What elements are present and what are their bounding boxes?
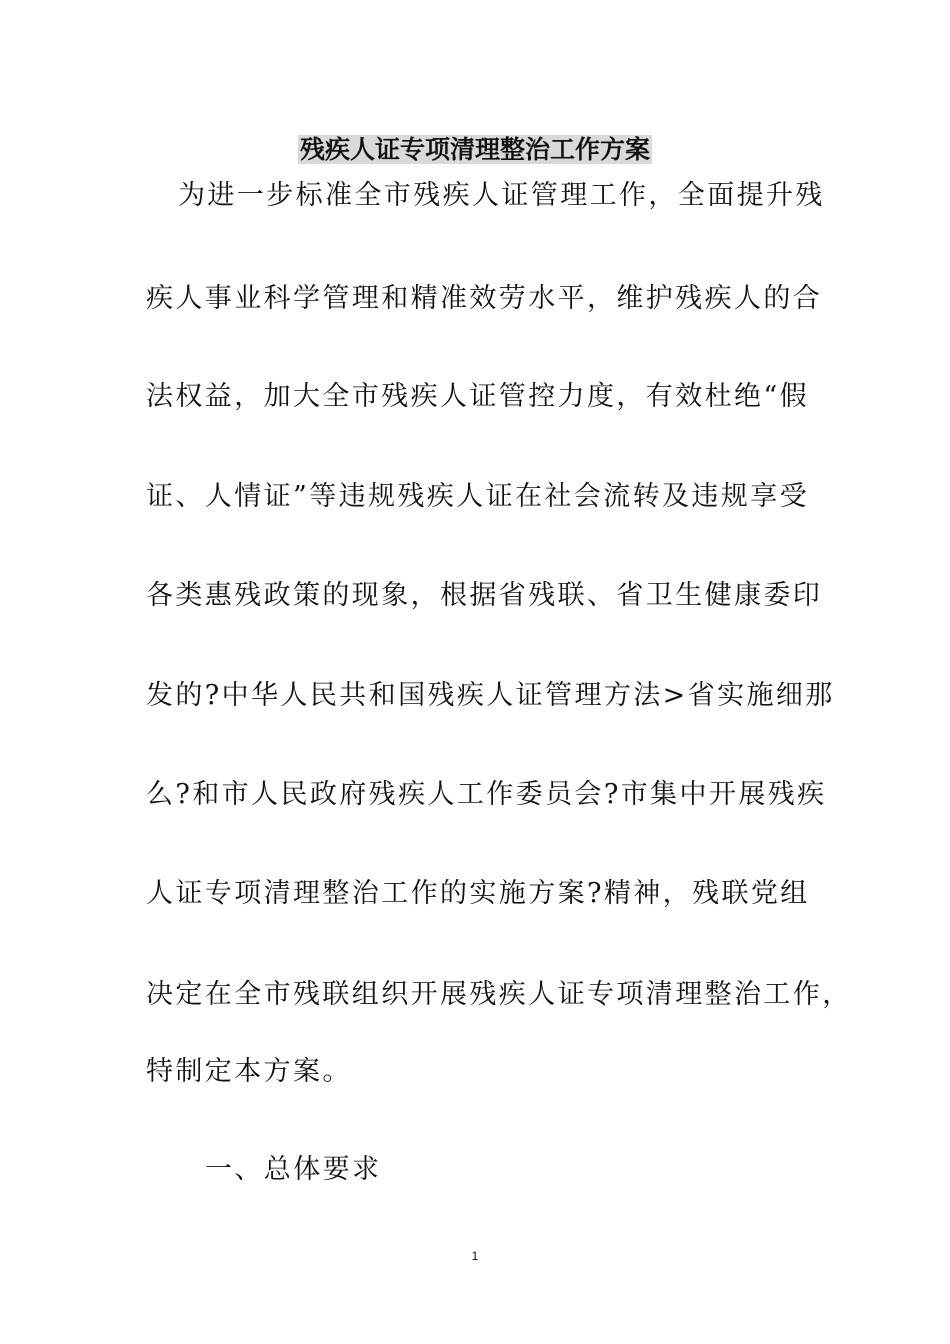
paragraph-line: 人证专项清理整治工作的实施方案?精神，残联党组 — [146, 878, 810, 909]
paragraph-line: 疾人事业科学管理和精准效劳水平，维护残疾人的合 — [146, 283, 823, 314]
page-title-text: 残疾人证专项清理整治工作方案 — [299, 135, 650, 164]
paragraph-line: 各类惠残政策的现象，根据省残联、省卫生健康委印 — [146, 580, 823, 611]
page-number: 1 — [471, 1249, 479, 1263]
paragraph-line: 特制定本方案。 — [146, 1056, 352, 1087]
paragraph-line: 决定在全市残联组织开展残疾人证专项清理整治工作， — [146, 979, 852, 1010]
paragraph-line: 么?和市人民政府残疾人工作委员会?市集中开展残疾 — [146, 779, 827, 810]
section-heading: 一、总体要求 — [205, 1154, 382, 1185]
page-title — [0, 130, 950, 170]
paragraph-line: 证、人情证”等违规残疾人证在社会流转及违规享受 — [146, 481, 810, 512]
paragraph-line: 法权益，加大全市残疾人证管控力度，有效杜绝“假 — [146, 381, 810, 412]
paragraph-line: 为进一步标准全市残疾人证管理工作，全面提升残 — [178, 180, 825, 211]
paragraph-line: 发的?中华人民共和国残疾人证管理方法>省实施细那 — [146, 680, 835, 711]
